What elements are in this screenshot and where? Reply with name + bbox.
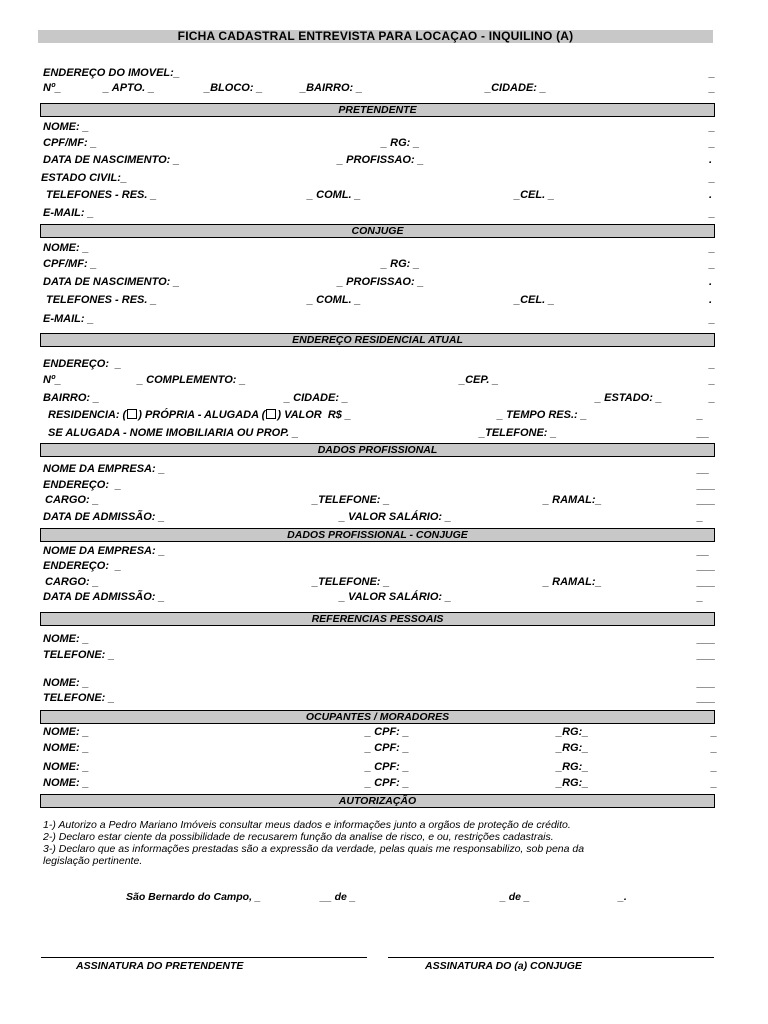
autorizacao-linha-3: 3-) Declaro que as informações prestadas são a expressão da verdade, pelas quais me responsabilizo, sob pena da: [43, 843, 585, 855]
imovel-endereco-label: ENDEREÇO DO IMOVEL:_: [43, 67, 180, 79]
ref1-nome-label: NOME: _: [43, 633, 89, 645]
autorizacao-linha-4: legislação pertinente.: [43, 855, 143, 867]
conjuge-rg-end: _: [709, 258, 716, 270]
prof-conjuge-ramal-end: ___: [697, 576, 716, 588]
propria-alugada-label: ) PRÓPRIA - ALUGADA (: [138, 409, 266, 421]
conjuge-coml-label: _ COML. _: [307, 294, 361, 306]
pretendente-cel-end: .: [709, 189, 713, 201]
pretendente-email-label: E-MAIL: _: [43, 207, 94, 219]
prof-conjuge-telefone-label: _TELEFONE: _: [312, 576, 390, 588]
pretendente-cel-label: _CEL. _: [514, 189, 555, 201]
ocupante2-nome-label: NOME: _: [43, 742, 89, 754]
conjuge-nascimento-label: DATA DE NASCIMENTO: _: [43, 276, 180, 288]
propria-checkbox[interactable]: [127, 409, 137, 419]
local-de-2: _ de _: [500, 891, 530, 903]
prof-admissao-label: DATA DE ADMISSÃO: _: [43, 511, 165, 523]
pretendente-nome-end: _: [709, 121, 716, 133]
pretendente-coml-label: _ COML. _: [307, 189, 361, 201]
ref1-telefone-label: TELEFONE: _: [43, 649, 115, 661]
residencial-tempo-label: _ TEMPO RES.: _: [497, 409, 587, 421]
prof-conjuge-cargo-label: CARGO: _: [45, 576, 99, 588]
conjuge-email-end: _: [709, 313, 716, 325]
form-title: FICHA CADASTRAL ENTREVISTA PARA LOCAÇAO - INQUILINO (A): [38, 30, 713, 43]
residencial-cep-label: _CEP. _: [459, 374, 499, 386]
pretendente-estado-civil-label: ESTADO CIVIL:_: [41, 172, 127, 184]
signature-label-pretendente: ASSINATURA DO PRETENDENTE: [76, 960, 244, 972]
prof-ramal-end: ___: [697, 494, 716, 506]
ocupante2-rg-label: _RG:_: [556, 742, 589, 754]
residencial-tempo-end: _: [697, 409, 704, 421]
section-endereco-residencial: ENDEREÇO RESIDENCIAL ATUAL: [40, 333, 715, 347]
pretendente-email-end: _: [709, 207, 716, 219]
conjuge-email-label: E-MAIL: _: [43, 313, 94, 325]
ref2-nome-label: NOME: _: [43, 677, 89, 689]
residencial-bairro-label: BAIRRO: _: [43, 392, 100, 404]
pretendente-nome-label: NOME: _: [43, 121, 89, 133]
residencial-cidade-label: _ CIDADE: _: [284, 392, 349, 404]
ocupante3-nome-label: NOME: _: [43, 761, 89, 773]
imovel-apto-label: _ APTO. _: [103, 82, 155, 94]
autorizacao-linha-1: 1-) Autorizo a Pedro Mariano Imóveis consultar meus dados e informações junto a orgãos de proteção de crédito.: [43, 819, 571, 831]
prof-cargo-label: CARGO: _: [45, 494, 99, 506]
imovel-endereco-end: _: [709, 67, 716, 79]
conjuge-tel-res-label: TELEFONES - RES. _: [46, 294, 157, 306]
section-conjuge: CONJUGE: [40, 224, 715, 238]
residencial-telefone-end: __: [697, 427, 710, 439]
ocupante1-rg-label: _RG:_: [556, 726, 589, 738]
prof-empresa-label: NOME DA EMPRESA: _: [43, 463, 165, 475]
residencial-endereco-label: ENDEREÇO: _: [43, 358, 122, 370]
conjuge-nome-label: NOME: _: [43, 242, 89, 254]
valor-label: ) VALOR R$ _: [277, 409, 352, 421]
residencial-no-label: Nº_: [43, 374, 62, 386]
prof-telefone-label: _TELEFONE: _: [312, 494, 390, 506]
imovel-bloco-label: _BLOCO: _: [204, 82, 263, 94]
residencial-telefone-label: _TELEFONE: _: [479, 427, 557, 439]
conjuge-cpf-label: CPF/MF: _: [43, 258, 97, 270]
local-cidade-label: São Bernardo do Campo, _: [126, 891, 261, 903]
prof-empresa-end: __: [697, 463, 710, 475]
ocupante4-end: _: [711, 777, 718, 789]
residencial-estado-end: _: [709, 392, 716, 404]
pretendente-cpf-label: CPF/MF: _: [43, 137, 97, 149]
ocupante4-rg-label: _RG:_: [556, 777, 589, 789]
conjuge-profissao-end: .: [709, 276, 713, 288]
prof-conjuge-empresa-label: NOME DA EMPRESA: _: [43, 545, 165, 557]
pretendente-estado-civil-end: _: [709, 172, 716, 184]
signature-label-conjuge: ASSINATURA DO (a) CONJUGE: [425, 960, 582, 972]
prof-endereco-label: ENDEREÇO: _: [43, 479, 122, 491]
pretendente-rg-label: _ RG: _: [381, 137, 420, 149]
imovel-no-label: Nº_: [43, 82, 62, 94]
section-dados-profissional-conjuge: DADOS PROFISSIONAL - CONJUGE: [40, 528, 715, 542]
prof-salario-label: _ VALOR SALÁRIO: _: [339, 511, 452, 523]
residencia-label: RESIDENCIA: (: [48, 409, 127, 421]
ocupante2-end: _: [711, 742, 718, 754]
pretendente-rg-end: _: [709, 137, 716, 149]
ref1-nome-end: ___: [697, 633, 716, 645]
imovel-cidade-label: _CIDADE: _: [485, 82, 547, 94]
local-fim: _.: [618, 891, 627, 903]
prof-conjuge-salario-end: _: [697, 591, 704, 603]
prof-conjuge-ramal-label: _ RAMAL:_: [543, 576, 602, 588]
ocupante1-nome-label: NOME: _: [43, 726, 89, 738]
imovel-cidade-end: _: [709, 82, 716, 94]
prof-ramal-label: _ RAMAL:_: [543, 494, 602, 506]
ref2-nome-end: ___: [697, 677, 716, 689]
prof-conjuge-endereco-end: ___: [697, 560, 716, 572]
section-autorizacao: AUTORIZAÇÃO: [40, 794, 715, 808]
ocupante3-cpf-label: _ CPF: _: [365, 761, 410, 773]
imovel-bairro-label: _BAIRRO: _: [300, 82, 363, 94]
conjuge-nome-end: _: [709, 242, 716, 254]
prof-conjuge-admissao-label: DATA DE ADMISSÃO: _: [43, 591, 165, 603]
prof-salario-end: _: [697, 511, 704, 523]
ref2-telefone-end: ___: [697, 692, 716, 704]
residencial-endereco-end: _: [709, 358, 716, 370]
ref2-telefone-label: TELEFONE: _: [43, 692, 115, 704]
prof-conjuge-endereco-label: ENDEREÇO: _: [43, 560, 122, 572]
section-ocupantes-moradores: OCUPANTES / MORADORES: [40, 710, 715, 724]
ocupante3-rg-label: _RG:_: [556, 761, 589, 773]
residencial-estado-label: _ ESTADO: _: [595, 392, 663, 404]
conjuge-rg-label: _ RG: _: [381, 258, 420, 270]
signature-line-conjuge: [388, 957, 714, 958]
conjuge-cel-end: .: [709, 294, 713, 306]
ref1-telefone-end: ___: [697, 649, 716, 661]
conjuge-cel-label: _CEL. _: [514, 294, 555, 306]
prof-conjuge-salario-label: _ VALOR SALÁRIO: _: [339, 591, 452, 603]
ocupante1-cpf-label: _ CPF: _: [365, 726, 410, 738]
pretendente-profissao-label: _ PROFISSAO: _: [337, 154, 424, 166]
section-pretendente: PRETENDENTE: [40, 103, 715, 117]
pretendente-tel-res-label: TELEFONES - RES. _: [46, 189, 157, 201]
conjuge-profissao-label: _ PROFISSAO: _: [337, 276, 424, 288]
local-de-1: __ de _: [320, 891, 356, 903]
prof-conjuge-empresa-end: __: [697, 545, 710, 557]
autorizacao-linha-2: 2-) Declaro estar ciente da possibilidade de recusarem função da analise de risco, e ou, restrições cadastrais.: [43, 831, 554, 843]
residencial-imobiliaria-label: SE ALUGADA - NOME IMOBILIARIA OU PROP. _: [48, 427, 299, 439]
ocupante2-cpf-label: _ CPF: _: [365, 742, 410, 754]
ocupante1-end: _: [711, 726, 718, 738]
pretendente-profissao-end: .: [709, 154, 713, 166]
section-referencias-pessoais: REFERENCIAS PESSOAIS: [40, 612, 715, 626]
ocupante3-end: _: [711, 761, 718, 773]
ocupante4-nome-label: NOME: _: [43, 777, 89, 789]
signature-line-pretendente: [41, 957, 367, 958]
residencial-complemento-label: _ COMPLEMENTO: _: [137, 374, 246, 386]
pretendente-nascimento-label: DATA DE NASCIMENTO: _: [43, 154, 180, 166]
alugada-checkbox[interactable]: [266, 409, 276, 419]
ocupante4-cpf-label: _ CPF: _: [365, 777, 410, 789]
residencial-cep-end: _: [709, 374, 716, 386]
section-dados-profissional: DADOS PROFISSIONAL: [40, 443, 715, 457]
residencia-tipo-row: [48, 409, 351, 422]
prof-endereco-end: ___: [697, 479, 716, 491]
